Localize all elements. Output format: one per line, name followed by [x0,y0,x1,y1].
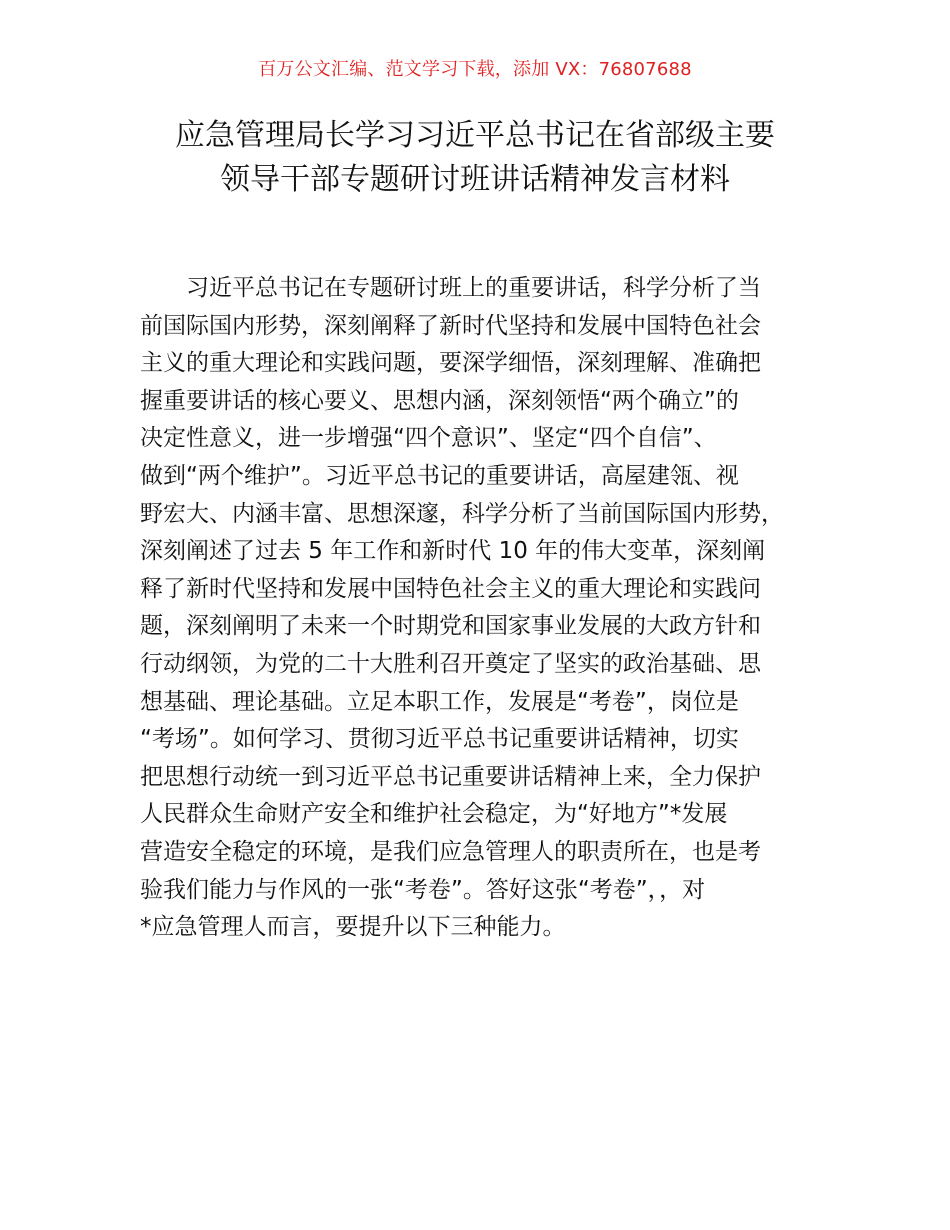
body-line: 行动纲领，为党的二十大胜利召开奠定了坚实的政治基础、思 [140,650,761,677]
body-line: “考场”。如何学习、贯彻习近平总书记重要讲话精神，切实 [140,726,739,753]
body-line: 主义的重大理论和实践问题，要深学细悟，深刻理解、准确把 [140,350,761,377]
body-line: 题，深刻阐明了未来一个时期党和国家事业发展的大政方针和 [140,613,761,640]
body-line: 握重要讲话的核心要义、思想内涵，深刻领悟“两个确立”的 [140,387,739,414]
body-line: 把思想行动统一到习近平总书记重要讲话精神上来，全力保护 [140,763,761,790]
title-line-2: 领导干部专题研讨班讲话精神发言材料 [220,162,730,197]
body-line: 释了新时代坚持和发展中国特色社会主义的重大理论和实践问 [140,575,761,602]
body-line: 做到“两个维护”。习近平总书记的重要讲话，高屋建瓴、视 [140,462,739,489]
body-line: 决定性意义，进一步增强“四个意识”、坚定“四个自信”、 [140,425,717,452]
body-line: 习近平总书记在专题研讨班上的重要讲话，科学分析了当 [186,275,761,301]
body-line: 深刻阐述了过去 5 年工作和新时代 10 年的伟大变革，深刻阐 [140,538,766,565]
title-line-1: 应急管理局长学习习近平总书记在省部级主要 [175,118,775,153]
header-banner: 百万公文汇编、范文学习下载，添加 VX：76807688 [258,59,692,80]
body-line: 想基础、理论基础。立足本职工作，发展是“考卷”，岗位是 [140,688,739,715]
body-line: 前国际国内形势，深刻阐释了新时代坚持和发展中国特色社会 [140,312,761,339]
body-line: 人民群众生命财产安全和维护社会稳定，为“好地方”*发展 [140,801,728,828]
document-body-paragraph [140,270,840,947]
document-title [0,114,950,202]
body-line: 营造安全稳定的环境，是我们应急管理人的职责所在，也是考 [140,838,761,865]
body-line: *应急管理人而言，要提升以下三种能力。 [140,914,566,941]
body-line: 验我们能力与作风的一张“考卷”。答好这张“考卷”，，对 [140,876,706,903]
body-line: 野宏大、内涵丰富、思想深邃，科学分析了当前国际国内形势， [140,500,784,527]
